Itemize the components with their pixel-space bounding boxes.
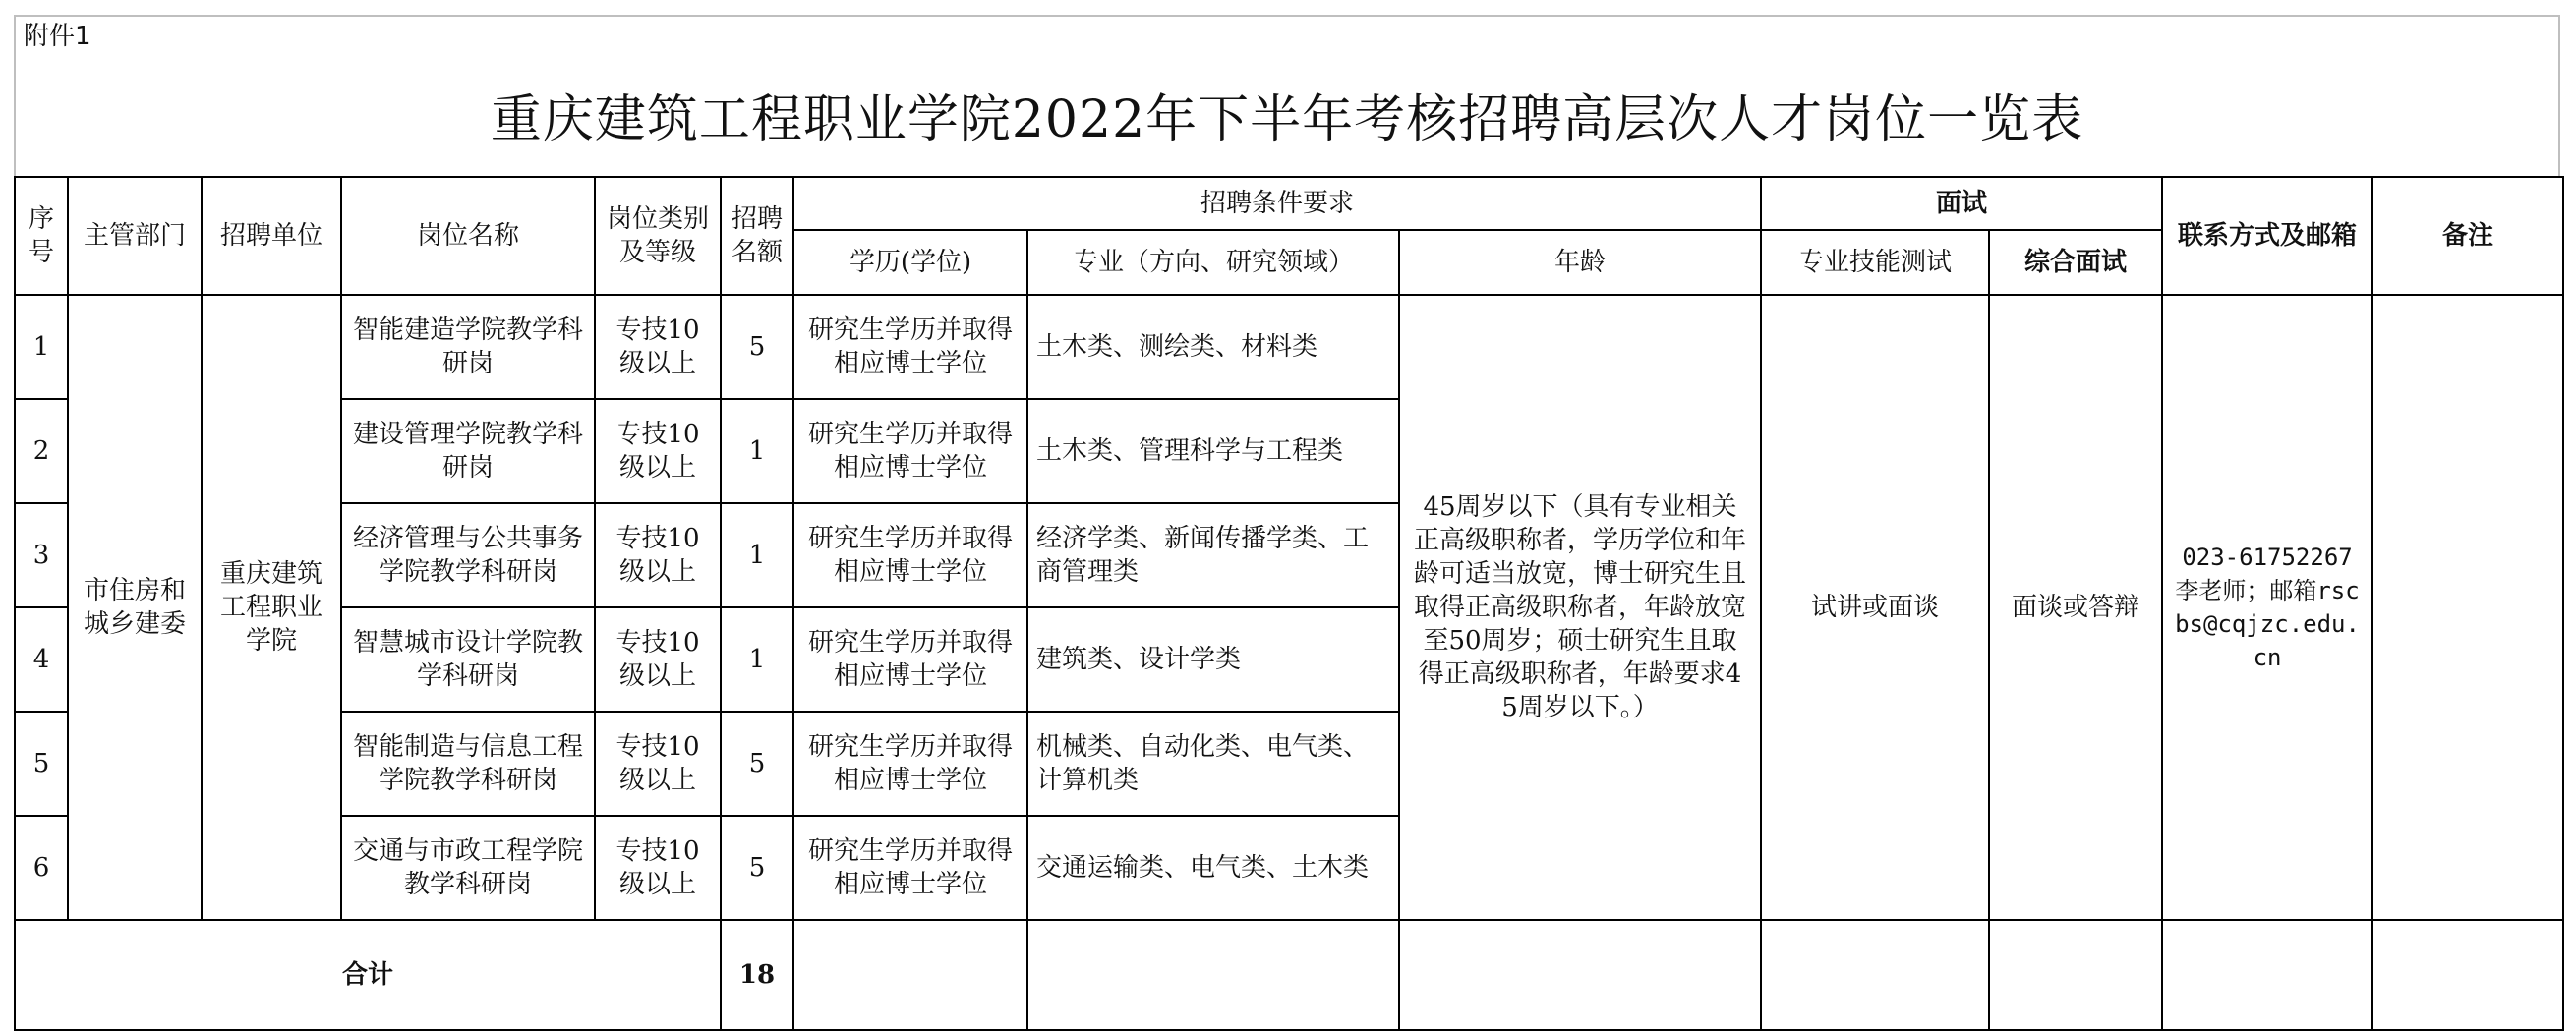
header-interview: 面试 [1761, 177, 2162, 230]
cell-post: 智能制造与信息工程学院教学科研岗 [341, 712, 595, 816]
header-contact: 联系方式及邮箱 [2162, 177, 2372, 295]
cell-level: 专技10级以上 [595, 295, 721, 399]
cell-major: 土木类、测绘类、材料类 [1027, 295, 1399, 399]
header-remark: 备注 [2372, 177, 2563, 295]
document-page [14, 15, 2562, 1019]
cell-age: 45周岁以下（具有专业相关正高级职称者，学历学位和年龄可适当放宽，博士研究生且取得正高级职称者，年龄放宽至50周岁；硕士研究生且取得正高级职称者，年龄要求45周岁以下。） [1399, 295, 1761, 920]
header-unit: 招聘单位 [202, 177, 341, 295]
cell-quota: 5 [721, 816, 793, 920]
cell-post: 建设管理学院教学科研岗 [341, 399, 595, 503]
cell-quota: 5 [721, 295, 793, 399]
cell-post: 智慧城市设计学院教学科研岗 [341, 607, 595, 712]
header-age: 年龄 [1399, 230, 1761, 295]
header-seq: 序号 [15, 177, 68, 295]
cell-dept: 市住房和城乡建委 [68, 295, 202, 920]
cell-level: 专技10级以上 [595, 503, 721, 607]
cell-level: 专技10级以上 [595, 399, 721, 503]
cell-seq: 6 [15, 816, 68, 920]
cell-seq: 4 [15, 607, 68, 712]
cell-quota: 1 [721, 607, 793, 712]
header-quota: 招聘名额 [721, 177, 793, 295]
header-level: 岗位类别及等级 [595, 177, 721, 295]
cell-education: 研究生学历并取得相应博士学位 [793, 816, 1027, 920]
cell-quota: 1 [721, 503, 793, 607]
total-empty-cell [2372, 920, 2563, 1030]
cell-education: 研究生学历并取得相应博士学位 [793, 712, 1027, 816]
cell-level: 专技10级以上 [595, 607, 721, 712]
header-skill-test: 专业技能测试 [1761, 230, 1989, 295]
total-quota: 18 [721, 920, 793, 1030]
header-major: 专业（方向、研究领域） [1027, 230, 1399, 295]
cell-skill-test: 试讲或面谈 [1761, 295, 1989, 920]
cell-major: 建筑类、设计学类 [1027, 607, 1399, 712]
cell-education: 研究生学历并取得相应博士学位 [793, 607, 1027, 712]
cell-seq: 3 [15, 503, 68, 607]
total-empty-cell [1027, 920, 1399, 1030]
header-education: 学历(学位) [793, 230, 1027, 295]
table-row [15, 295, 2563, 399]
cell-education: 研究生学历并取得相应博士学位 [793, 399, 1027, 503]
cell-major: 交通运输类、电气类、土木类 [1027, 816, 1399, 920]
cell-quota: 5 [721, 712, 793, 816]
total-label: 合计 [15, 920, 721, 1030]
cell-seq: 1 [15, 295, 68, 399]
header-comprehensive: 综合面试 [1989, 230, 2162, 295]
cell-comprehensive: 面谈或答辩 [1989, 295, 2162, 920]
cell-level: 专技10级以上 [595, 816, 721, 920]
cell-seq: 2 [15, 399, 68, 503]
cell-education: 研究生学历并取得相应博士学位 [793, 503, 1027, 607]
cell-major: 土木类、管理科学与工程类 [1027, 399, 1399, 503]
cell-post: 交通与市政工程学院教学科研岗 [341, 816, 595, 920]
header-dept: 主管部门 [68, 177, 202, 295]
cell-seq: 5 [15, 712, 68, 816]
header-requirements: 招聘条件要求 [793, 177, 1761, 230]
page-title: 重庆建筑工程职业学院2022年下半年考核招聘高层次人才岗位一览表 [14, 54, 2560, 176]
cell-level: 专技10级以上 [595, 712, 721, 816]
total-row [15, 920, 2563, 1030]
cell-remark [2372, 295, 2563, 920]
cell-post: 经济管理与公共事务学院教学科研岗 [341, 503, 595, 607]
cell-contact: 023-61752267 李老师；邮箱rscbs@cqjzc.edu.cn [2162, 295, 2372, 920]
cell-education: 研究生学历并取得相应博士学位 [793, 295, 1027, 399]
cell-quota: 1 [721, 399, 793, 503]
cell-unit: 重庆建筑工程职业学院 [202, 295, 341, 920]
cell-major: 经济学类、新闻传播学类、工商管理类 [1027, 503, 1399, 607]
recruitment-table [14, 176, 2564, 1031]
total-empty-cell [1989, 920, 2162, 1030]
total-empty-cell [793, 920, 1027, 1030]
attachment-label: 附件1 [14, 15, 2560, 54]
total-empty-cell [1399, 920, 1761, 1030]
cell-post: 智能建造学院教学科研岗 [341, 295, 595, 399]
total-empty-cell [2162, 920, 2372, 1030]
cell-major: 机械类、自动化类、电气类、计算机类 [1027, 712, 1399, 816]
header-post: 岗位名称 [341, 177, 595, 295]
total-empty-cell [1761, 920, 1989, 1030]
